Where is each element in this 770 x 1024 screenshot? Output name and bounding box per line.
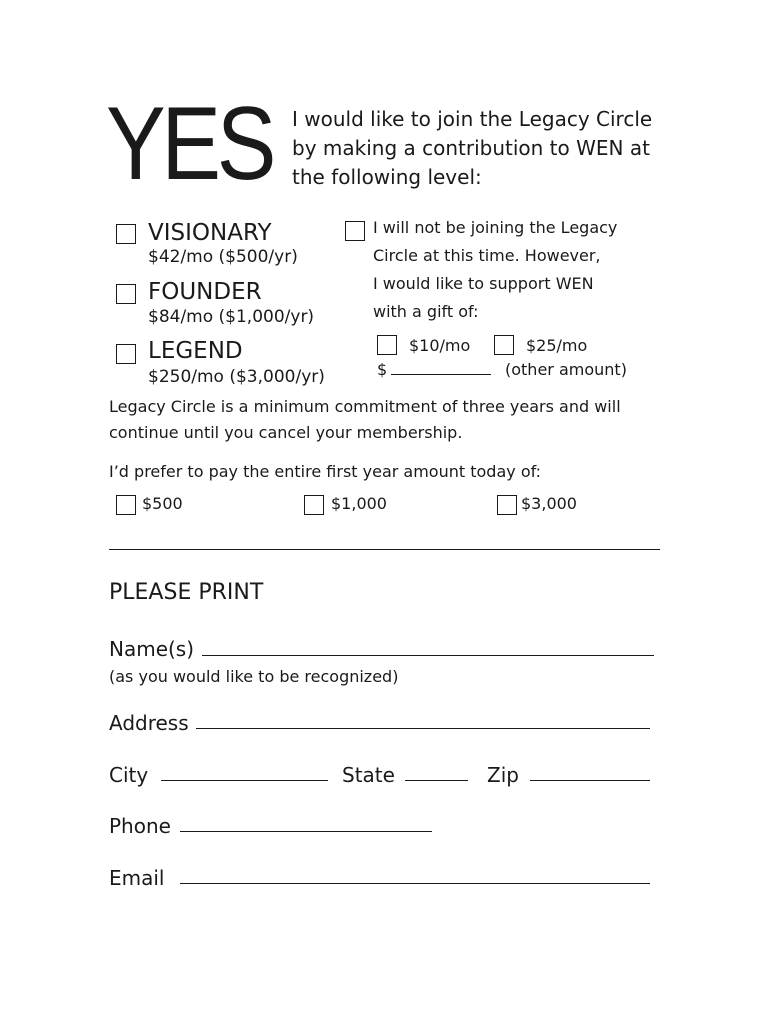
prepay-3000-checkbox[interactable] bbox=[497, 495, 517, 515]
dollar-sign: $ bbox=[377, 360, 388, 379]
intro-line: by making a contribution to WEN at bbox=[292, 136, 650, 160]
city-label: City bbox=[109, 763, 149, 787]
no-join-checkbox[interactable] bbox=[345, 221, 365, 241]
founder-label: FOUNDER bbox=[148, 279, 262, 305]
alternative-line: with a gift of: bbox=[373, 302, 479, 321]
email-field[interactable] bbox=[180, 883, 650, 884]
email-label: Email bbox=[109, 866, 165, 890]
prepay-1000-checkbox[interactable] bbox=[304, 495, 324, 515]
name-field[interactable] bbox=[202, 655, 654, 656]
visionary-label: VISIONARY bbox=[148, 220, 272, 246]
state-label: State bbox=[342, 763, 395, 787]
phone-label: Phone bbox=[109, 814, 171, 838]
please-print-heading: PLEASE PRINT bbox=[109, 580, 264, 605]
gift-25-checkbox[interactable] bbox=[494, 335, 514, 355]
prepay-500-label: $500 bbox=[142, 494, 183, 513]
gift-25-label: $25/mo bbox=[526, 336, 588, 355]
intro-text bbox=[292, 105, 652, 192]
phone-field[interactable] bbox=[180, 831, 432, 832]
alternative-line: Circle at this time. However, bbox=[373, 246, 601, 265]
legend-price: $250/mo ($3,000/yr) bbox=[148, 367, 325, 387]
legend-checkbox[interactable] bbox=[116, 344, 136, 364]
zip-label: Zip bbox=[487, 763, 519, 787]
founder-price: $84/mo ($1,000/yr) bbox=[148, 307, 315, 327]
city-field[interactable] bbox=[161, 780, 328, 781]
prepay-label: I’d prefer to pay the entire first year amount today of: bbox=[109, 462, 542, 481]
section-divider bbox=[109, 549, 660, 550]
name-label: Name(s) bbox=[109, 637, 195, 661]
alternative-line: I would like to support WEN bbox=[373, 274, 594, 293]
yes-heading: YES bbox=[106, 86, 273, 202]
zip-field[interactable] bbox=[530, 780, 650, 781]
alternative-line: I will not be joining the Legacy bbox=[373, 218, 618, 237]
visionary-price: $42/mo ($500/yr) bbox=[148, 247, 298, 267]
legend-label: LEGEND bbox=[148, 338, 243, 364]
prepay-3000-label: $3,000 bbox=[521, 494, 577, 513]
founder-checkbox[interactable] bbox=[116, 284, 136, 304]
prepay-500-checkbox[interactable] bbox=[116, 495, 136, 515]
other-amount-field[interactable] bbox=[391, 374, 491, 375]
commitment-line: continue until you cancel your membership. bbox=[109, 423, 463, 442]
address-label: Address bbox=[109, 711, 189, 735]
state-field[interactable] bbox=[405, 780, 468, 781]
intro-line: I would like to join the Legacy Circle bbox=[292, 107, 653, 131]
other-amount-label: (other amount) bbox=[505, 360, 627, 379]
alternative-text bbox=[373, 214, 617, 326]
gift-10-checkbox[interactable] bbox=[377, 335, 397, 355]
commitment-line: Legacy Circle is a minimum commitment of three years and will bbox=[109, 397, 621, 416]
visionary-checkbox[interactable] bbox=[116, 224, 136, 244]
intro-line: the following level: bbox=[292, 165, 482, 189]
name-note: (as you would like to be recognized) bbox=[109, 667, 399, 686]
address-field[interactable] bbox=[196, 728, 650, 729]
prepay-1000-label: $1,000 bbox=[331, 494, 387, 513]
gift-10-label: $10/mo bbox=[409, 336, 471, 355]
